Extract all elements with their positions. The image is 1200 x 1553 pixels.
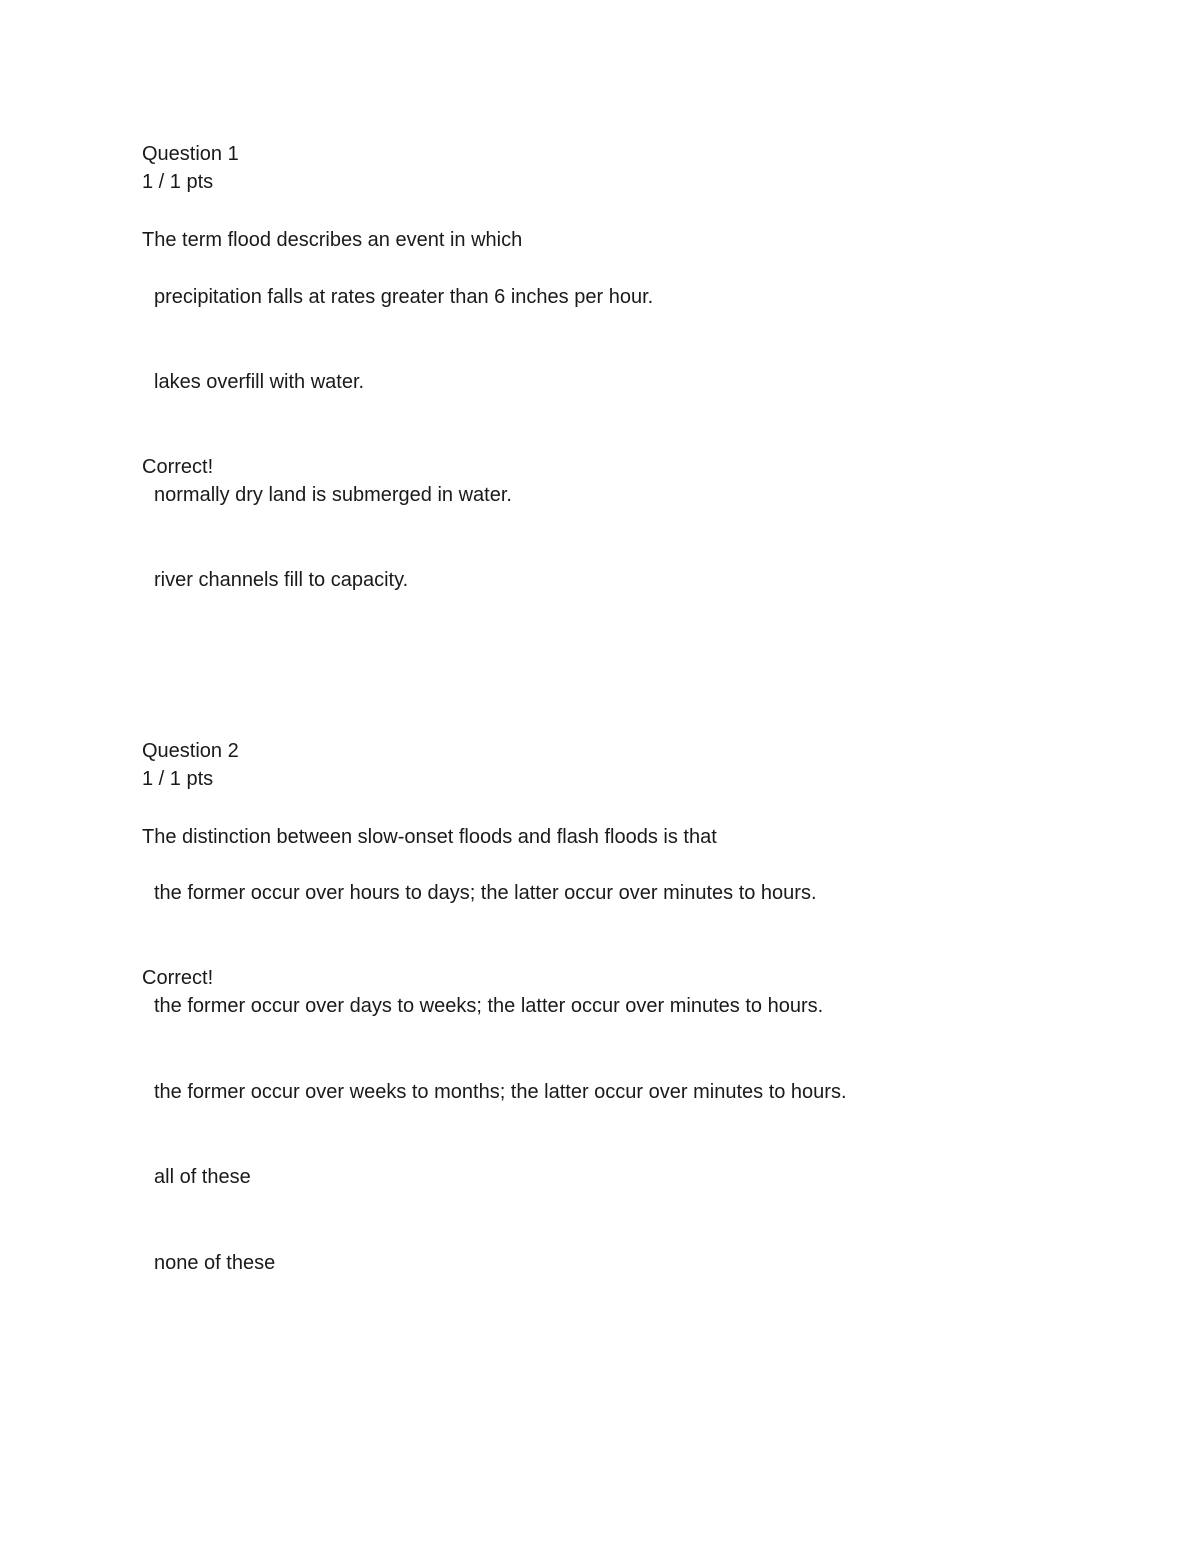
question-prompt: The distinction between slow-onset floods and flash floods is that — [142, 826, 717, 848]
answer-option: river channels fill to capacity. — [154, 569, 409, 591]
question-title: Question 2 — [142, 740, 239, 762]
answer-option: lakes overfill with water. — [154, 371, 365, 393]
question-title: Question 1 — [142, 143, 239, 165]
answer-option-correct: normally dry land is submerged in water. — [154, 484, 512, 506]
question-points: 1 / 1 pts — [142, 768, 214, 790]
correct-label: Correct! — [142, 456, 214, 478]
answer-option-correct: the former occur over days to weeks; the latter occur over minutes to hours. — [154, 995, 824, 1017]
answer-option: the former occur over weeks to months; the latter occur over minutes to hours. — [154, 1081, 847, 1103]
answer-option: precipitation falls at rates greater than 6 inches per hour. — [154, 286, 654, 308]
question-points: 1 / 1 pts — [142, 171, 214, 193]
answer-option: the former occur over hours to days; the latter occur over minutes to hours. — [154, 882, 817, 904]
question-prompt: The term flood describes an event in which — [142, 229, 523, 251]
answer-option: none of these — [154, 1252, 276, 1274]
answer-option: all of these — [154, 1166, 251, 1188]
correct-label: Correct! — [142, 967, 214, 989]
